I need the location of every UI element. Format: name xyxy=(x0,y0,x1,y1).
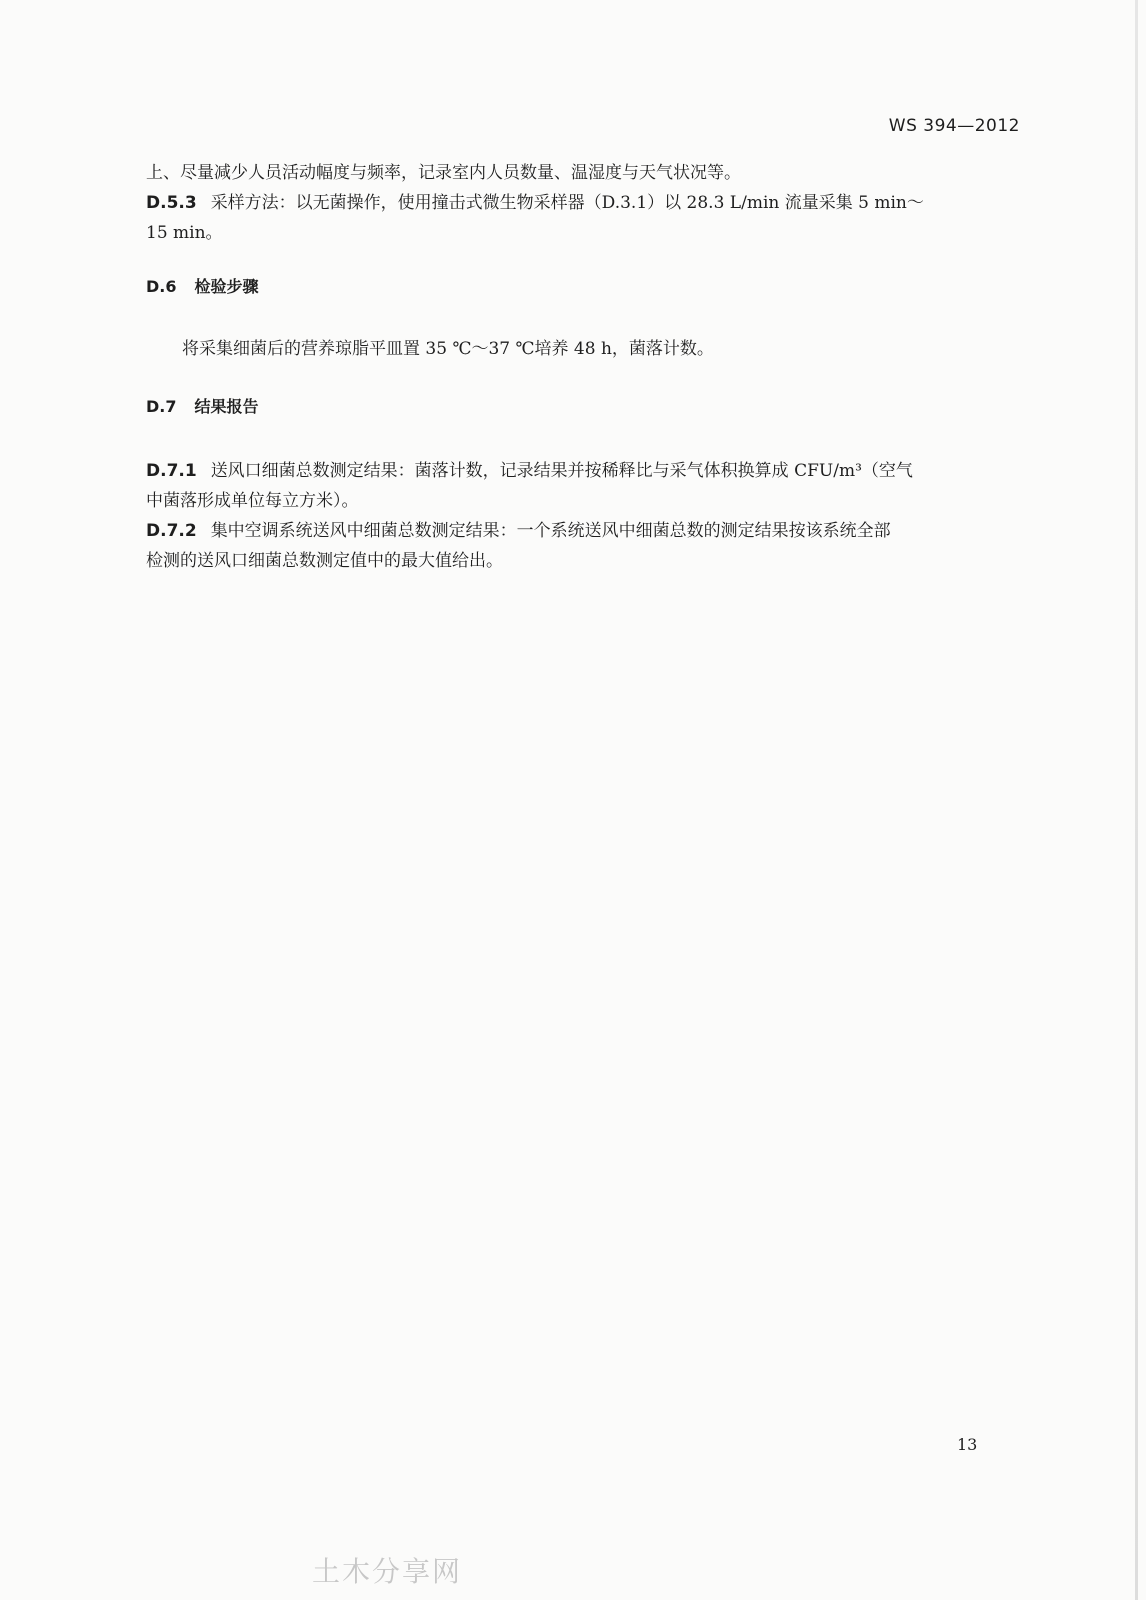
section-number: D.7 xyxy=(146,397,177,416)
clause-number: D.7.2 xyxy=(146,521,197,541)
text-line xyxy=(146,188,1016,218)
clause-d72 xyxy=(146,516,1016,576)
section-title: 检验步骤 xyxy=(194,277,259,296)
clause-text: 采样方法：以无菌操作，使用撞击式微生物采样器（D.3.1）以 28.3 L/min 流量采集 5 min～ xyxy=(210,193,924,213)
section-title: 结果报告 xyxy=(194,397,259,416)
page-number: 13 xyxy=(957,1435,978,1454)
clause-number: D.7.1 xyxy=(146,461,197,481)
section-heading-d7 xyxy=(146,392,1016,422)
text-line: 中菌落形成单位每立方米）。 xyxy=(146,491,359,511)
section-number: D.6 xyxy=(146,277,177,296)
clause-text: 送风口细菌总数测定结果：菌落计数，记录结果并按稀释比与采气体积换算成 CFU/m³（空气 xyxy=(210,461,913,481)
text-line: 15 min。 xyxy=(146,223,223,243)
scan-edge xyxy=(1135,0,1138,1600)
section-heading-d6 xyxy=(146,272,1016,302)
text-line: 检测的送风口细菌总数测定值中的最大值给出。 xyxy=(146,551,503,571)
clause-text: 集中空调系统送风中细菌总数测定结果：一个系统送风中细菌总数的测定结果按该系统全部 xyxy=(210,521,891,541)
standard-code: WS 394—2012 xyxy=(888,116,1020,136)
text-line: 上、尽量减少人员活动幅度与频率，记录室内人员数量、温湿度与天气状况等。 xyxy=(146,163,741,183)
text-line xyxy=(146,516,1016,546)
watermark: 土木分享网 xyxy=(312,1555,463,1588)
text-line: 将采集细菌后的营养琼脂平皿置 35 ℃～37 ℃培养 48 h，菌落计数。 xyxy=(182,339,714,359)
clause-d71 xyxy=(146,456,1016,516)
text-line xyxy=(146,456,1016,486)
clause-d53 xyxy=(146,188,1016,248)
clause-number: D.5.3 xyxy=(146,193,197,213)
clause-d52-continuation xyxy=(146,158,1016,188)
paragraph-d6 xyxy=(146,334,1052,364)
